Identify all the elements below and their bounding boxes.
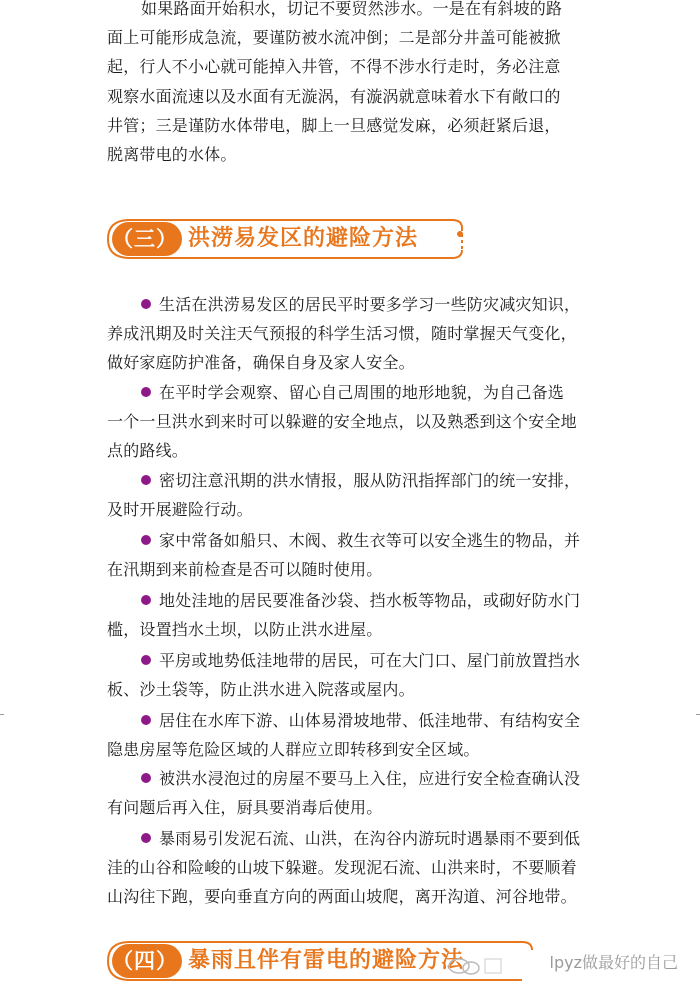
intro-paragraph [107,0,607,169]
section-number: （四） [112,949,178,973]
section-header-3 [100,212,470,266]
margin-tick [0,714,4,715]
bullet-item: 家中常备如船只、木阀、救生衣等可以安全逃生的物品，并 在汛期到来前检查是否可以随时使用。 [107,531,581,580]
section-number: （三） [112,227,178,251]
bullet-item: 被洪水浸泡过的房屋不要马上入住，应进行安全检查确认没 有问题后再入住，厨具要消毒后使用。 [107,769,581,818]
margin-tick [696,714,700,715]
bullet-item: 地处洼地的居民要准备沙袋、挡水板等物品，或砌好防水门 槛，设置挡水土坝，以防止洪水进屋。 [107,591,581,640]
intro-line: 起，行人不小心就可能掉入井管，不得不涉水行走时，务必注意 [107,57,561,77]
bullet-dot-icon [141,595,151,605]
bullet-dot-icon [141,715,151,725]
bullet-dot-icon [141,833,151,843]
watermark-logo-icon [445,955,505,977]
section-title: 暴雨且伴有雷电的避险方法 [188,948,465,973]
intro-line: 面上可能形成急流，要谨防被水流冲倒；二是部分井盖可能被掀 [107,28,561,48]
bullet-dot-icon [141,475,151,485]
bullet-dot-icon [141,387,151,397]
bullet-item: 生活在洪涝易发区的居民平时要多学习一些防灾减灾知识， 养成汛期及时关注天气预报的科学生活习惯，随时掌握天气变化， 做好家庭防护准备，确保自身及家人安全。 [107,295,581,373]
intro-line: 观察水面流速以及水面有无漩涡，有漩涡就意味着水下有敞口的 [107,86,561,106]
bullet-item: 居住在水库下游、山体易滑坡地带、低洼地带、有结构安全 隐患房屋等危险区域的人群应立即转移到安全区域。 [107,711,581,760]
intro-line: 如果路面开始积水，切记不要贸然涉水。一是在有斜坡的路 [141,0,563,18]
intro-line: 井管；三是谨防水体带电，脚上一旦感觉发麻，必须赶紧后退， [107,115,561,135]
bullet-dot-icon [141,655,151,665]
intro-line: 脱离带电的水体。 [107,145,237,165]
bullet-item: 平房或地势低洼地带的居民，可在大门口、屋门前放置挡水 板、沙土袋等，防止洪水进入院落或屋内。 [107,651,581,700]
section-title: 洪涝易发区的避险方法 [188,226,419,251]
bullet-item: 密切注意汛期的洪水情报，服从防汛指挥部门的统一安排， 及时开展避险行动。 [107,471,581,520]
bullet-item: 暴雨易引发泥石流、山洪，在沟谷内游玩时遇暴雨不要到低 洼的山谷和险峻的山坡下躲避。发现泥石流、山洪来时，不要顺着 山沟往下跑，要向垂直方向的两面山坡爬，离开沟道、河谷地带。 [107,829,581,907]
bullet-dot-icon [141,299,151,309]
watermark-text: lpyz做最好的自己 [549,953,678,972]
bullet-dot-icon [141,535,151,545]
bullet-dot-icon [141,773,151,783]
bullet-item: 在平时学会观察、留心自己周围的地形地貌，为自己备选 一个一旦洪水到来时可以躲避的安全地点，以及熟悉到这个安全地 点的路线。 [107,383,577,461]
